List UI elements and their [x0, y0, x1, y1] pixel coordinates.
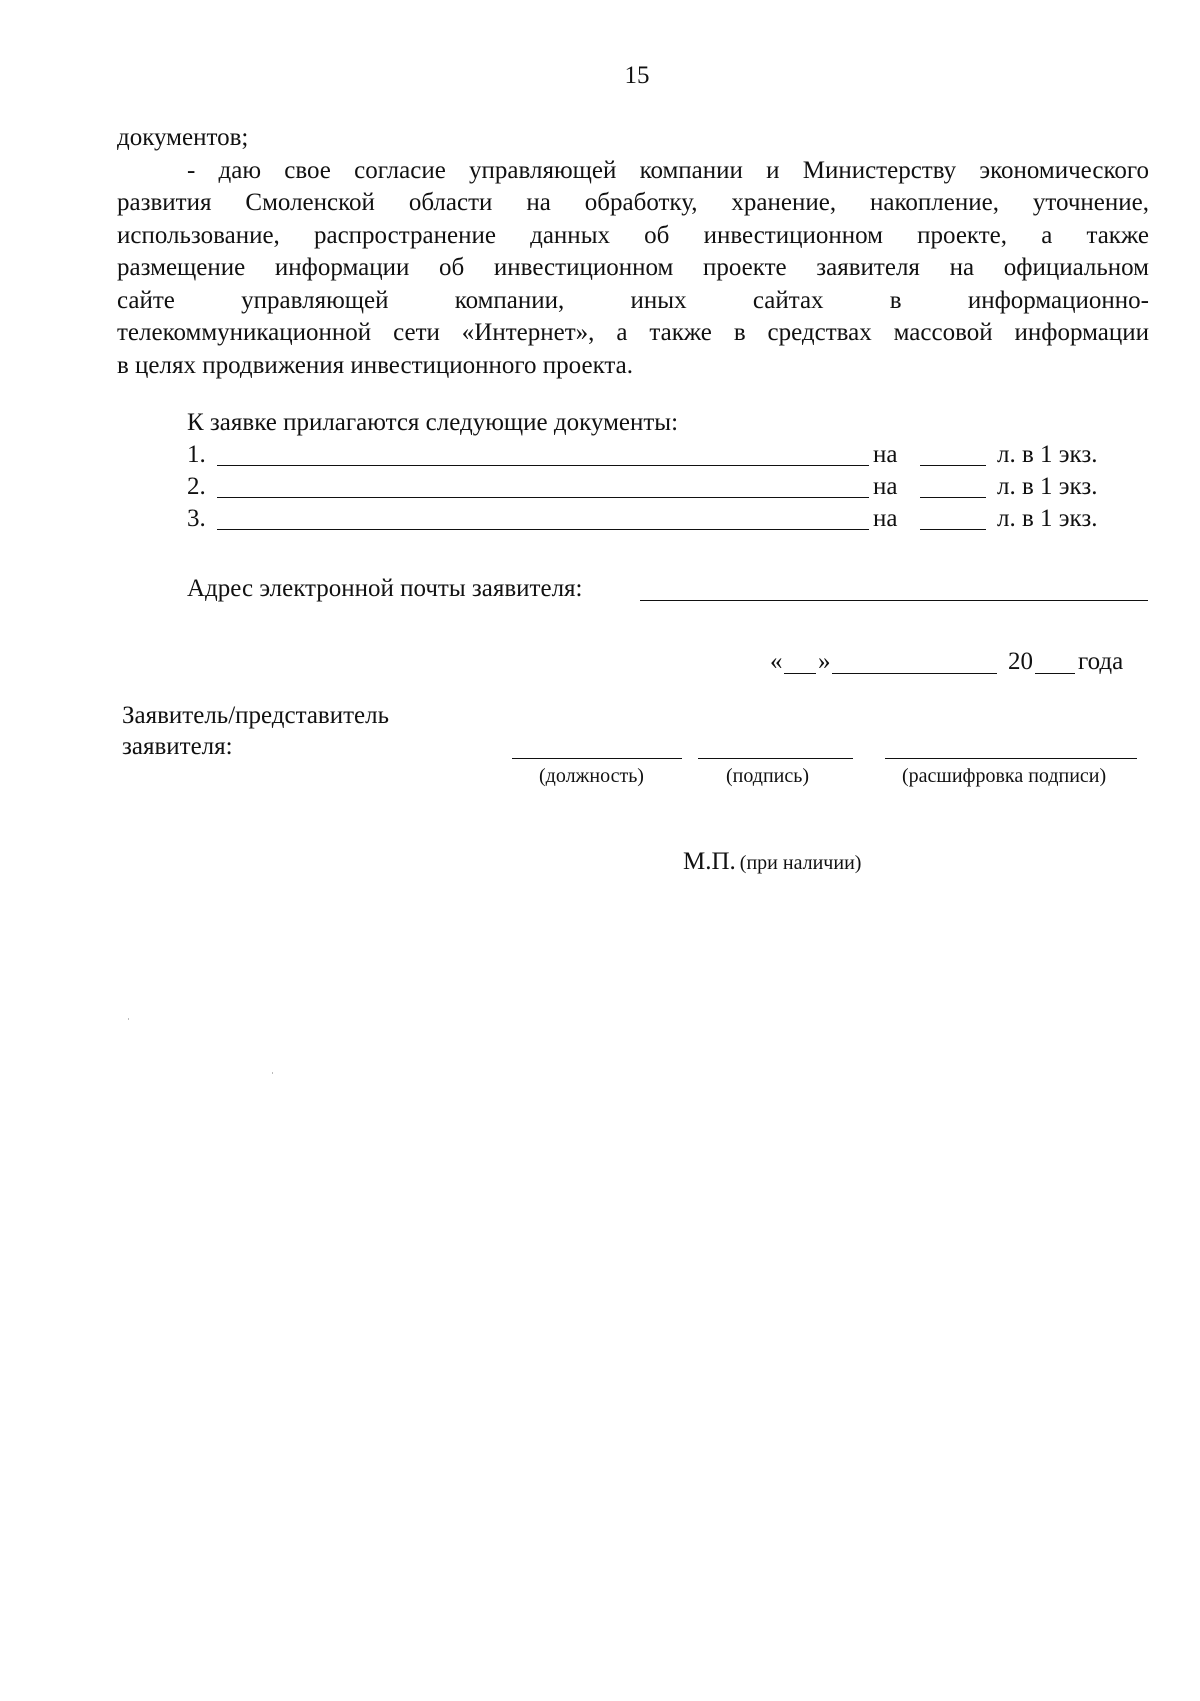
email-field[interactable]	[640, 600, 1148, 601]
attachment-name-field[interactable]	[217, 529, 869, 530]
date-close-quote: »	[818, 648, 831, 675]
stamp-note: (при наличии)	[739, 852, 862, 874]
attachment-number: 1.	[187, 441, 206, 468]
attachment-row	[187, 441, 1107, 473]
attachments-heading: К заявке прилагаются следующие документы:	[187, 409, 679, 436]
attachment-number: 2.	[187, 473, 206, 500]
stamp-label: М.П.	[683, 848, 736, 875]
scan-speck	[128, 1018, 129, 1020]
attachment-sheets-field[interactable]	[920, 529, 986, 530]
consent-line-7: в целях продвижения инвестиционного проекта.	[117, 351, 633, 379]
stamp-place	[683, 848, 861, 876]
attachment-na-label: на	[873, 473, 898, 500]
attachment-na-label: на	[873, 505, 898, 532]
attachment-na-label: на	[873, 441, 898, 468]
signature-decoding-caption: (расшифровка подписи)	[902, 765, 1107, 787]
position-field[interactable]	[512, 758, 682, 759]
attachment-sheets-field[interactable]	[920, 465, 986, 466]
date-day-field[interactable]	[784, 673, 816, 674]
applicant-label-line-2: заявителя:	[122, 733, 233, 760]
attachment-name-field[interactable]	[217, 465, 869, 466]
attachment-row	[187, 473, 1107, 505]
signature-field[interactable]	[698, 758, 853, 759]
consent-line-4: размещение информации об инвестиционном проекте заявителя на официальном	[117, 254, 1149, 281]
attachment-copies-label: л. в 1 экз.	[997, 505, 1098, 532]
attachment-sheets-field[interactable]	[920, 497, 986, 498]
date-year-word: года	[1078, 648, 1124, 675]
scan-speck	[272, 1072, 273, 1074]
applicant-label-line-1: Заявитель/представитель	[122, 702, 390, 729]
consent-paragraph	[117, 122, 1149, 382]
consent-line-6: телекоммуникационной сети «Интернет», а также в средствах массовой информации	[117, 319, 1149, 346]
date-century: 20	[1008, 648, 1033, 675]
consent-line-1: - даю свое согласие управляющей компании и Министерству экономического	[187, 156, 1149, 184]
attachment-copies-label: л. в 1 экз.	[997, 441, 1098, 468]
date-open-quote: «	[770, 648, 783, 675]
date-line	[770, 648, 1150, 682]
date-month-field[interactable]	[832, 673, 997, 674]
position-caption: (должность)	[539, 765, 644, 787]
page-number: 15	[624, 62, 650, 89]
consent-line-3: использование, распространение данных об инвестиционном проекте, а также	[117, 221, 1149, 249]
consent-line-2: развития Смоленской области на обработку, хранение, накопление, уточнение,	[117, 189, 1149, 216]
attachment-row	[187, 505, 1107, 537]
consent-line-5: сайте управляющей компании, иных сайтах в информационно-	[117, 286, 1149, 314]
applicant-label	[122, 700, 389, 762]
attachment-copies-label: л. в 1 экз.	[997, 473, 1098, 500]
paragraph-line-1: документов;	[117, 124, 249, 151]
date-year-field[interactable]	[1035, 673, 1075, 674]
attachment-number: 3.	[187, 505, 206, 532]
signature-decoding-field[interactable]	[885, 758, 1137, 759]
signature-caption: (подпись)	[726, 765, 810, 787]
attachment-name-field[interactable]	[217, 497, 869, 498]
email-label: Адрес электронной почты заявителя:	[187, 575, 583, 602]
